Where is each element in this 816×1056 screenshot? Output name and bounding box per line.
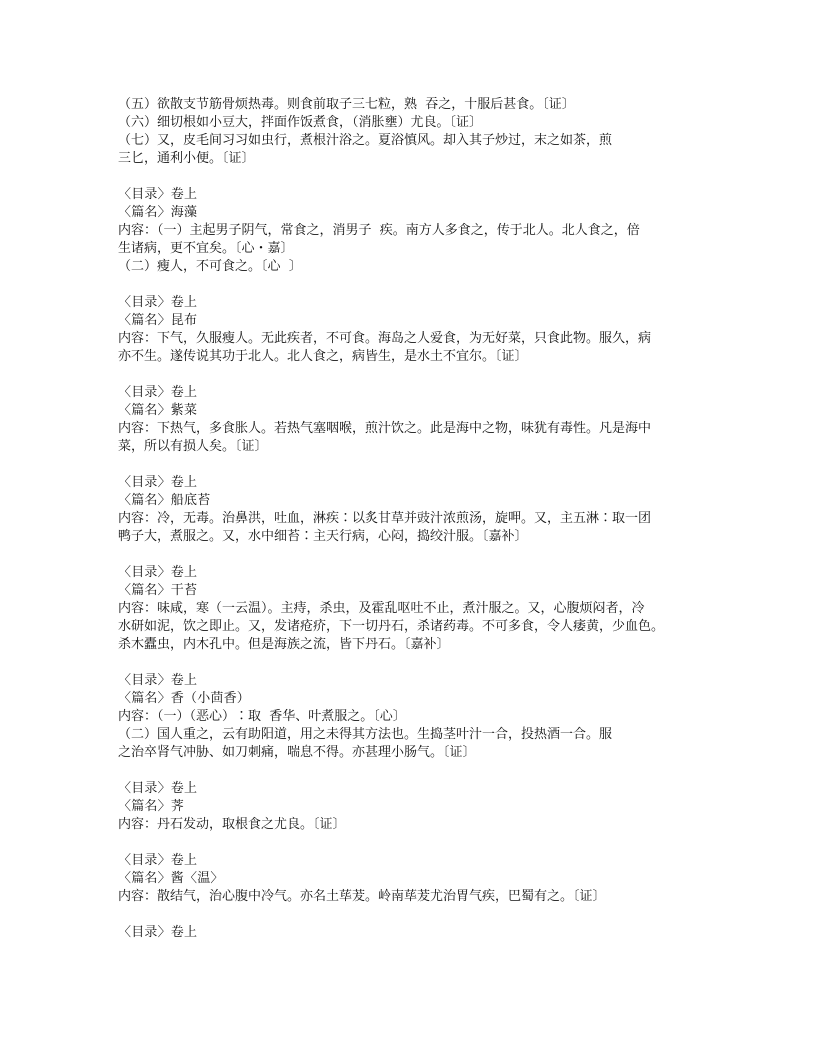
entry-title: 〈篇名〉船底苔 bbox=[118, 493, 211, 508]
catalog-line: 〈目录〉卷上 bbox=[118, 673, 198, 688]
entry-title: 〈篇名〉干苔 bbox=[118, 583, 198, 598]
spacer bbox=[118, 762, 708, 780]
entry-gantai bbox=[118, 564, 708, 654]
spacer bbox=[118, 834, 708, 852]
catalog-line: 〈目录〉卷上 bbox=[118, 565, 198, 580]
spacer bbox=[118, 168, 708, 186]
spacer bbox=[118, 456, 708, 474]
text-line: （七）又，皮毛间习习如虫行，煮根汁浴之。夏浴慎风。却入其子炒过，末之如茶，煎 bbox=[118, 133, 613, 148]
document-page bbox=[118, 96, 708, 942]
content-line: 生诸病，更不宜矣。〔心・嘉〕 bbox=[118, 241, 294, 256]
content-line: 鸭子大，煮服之。又，水中细苔∶主天行病，心闷，捣绞汁服。〔嘉补〕 bbox=[118, 529, 528, 544]
entry-title: 〈篇名〉昆布 bbox=[118, 313, 198, 328]
spacer bbox=[118, 276, 708, 294]
content-line: 内容：（一）（恶心）∶取 香华、叶煮服之。〔心〕 bbox=[118, 709, 406, 724]
content-line: 内容：味咸，寒（一云温）。主痔，杀虫，及霍乱呕吐不止，煮汁服之。又，心腹烦闷者，冷 bbox=[118, 601, 645, 616]
content-line: 亦不生。遂传说其功于北人。北人食之，病皆生，是水土不宜尔。〔证〕 bbox=[118, 349, 528, 364]
content-line: （二）国人重之，云有助阳道，用之未得其方法也。生捣茎叶汁一合，投热酒一合。服 bbox=[118, 727, 613, 742]
entry-xiang bbox=[118, 672, 708, 762]
spacer bbox=[118, 366, 708, 384]
entry-title: 〈篇名〉紫菜 bbox=[118, 403, 198, 418]
content-line: 杀木蠹虫，内木孔中。但是海族之流，皆下丹石。〔嘉补〕 bbox=[118, 637, 450, 652]
catalog-line: 〈目录〉卷上 bbox=[118, 187, 198, 202]
entry-title: 〈篇名〉海藻 bbox=[118, 205, 198, 220]
content-line: 之治卒肾气冲胁、如刀刺痛，喘息不得。亦甚理小肠气。〔证〕 bbox=[118, 745, 476, 760]
entry-ji bbox=[118, 780, 708, 834]
content-line: 内容：丹石发动，取根食之尤良。〔证〕 bbox=[118, 817, 346, 832]
entry-zicai bbox=[118, 384, 708, 456]
content-line: 内容：（一）主起男子阴气，常食之，消男子 疾。南方人多食之，传于北人。北人食之，倍 bbox=[118, 223, 640, 238]
content-line: 内容：下气，久服瘦人。无此疾者，不可食。海岛之人爱食，为无好菜，只食此物。服久，病 bbox=[118, 331, 652, 346]
content-line: 内容：散结气，治心腹中冷气。亦名土荜茇。岭南荜茇尤治胃气疾，巴蜀有之。〔证〕 bbox=[118, 889, 606, 904]
catalog-line: 〈目录〉卷上 bbox=[118, 385, 198, 400]
catalog-line: 〈目录〉卷上 bbox=[118, 295, 198, 310]
content-line: 内容：冷，无毒。治鼻洪，吐血，淋疾∶以炙甘草并豉汁浓煎汤，旋呷。又，主五淋∶取一团 bbox=[118, 511, 652, 526]
entry-kunbu bbox=[118, 294, 708, 366]
spacer bbox=[118, 906, 708, 924]
content-line: 菜，所以有损人矣。〔证〕 bbox=[118, 439, 268, 454]
trailing-catalog-line: 〈目录〉卷上 bbox=[118, 925, 198, 940]
catalog-line: 〈目录〉卷上 bbox=[118, 853, 198, 868]
entry-haizao bbox=[118, 186, 708, 276]
spacer bbox=[118, 654, 708, 672]
entry-jiang bbox=[118, 852, 708, 906]
content-line: 内容：下热气，多食胀人。若热气塞咽喉，煎汁饮之。此是海中之物，味犹有毒性。凡是海中 bbox=[118, 421, 652, 436]
text-line: （五）欲散支节筋骨烦热毒。则食前取子三七粒，熟 吞之，十服后甚食。〔证〕 bbox=[118, 97, 575, 112]
entry-title: 〈篇名〉香（小茴香） bbox=[118, 691, 251, 706]
entry-title: 〈篇名〉酱〈温〉 bbox=[118, 871, 224, 886]
catalog-line: 〈目录〉卷上 bbox=[118, 475, 198, 490]
entry-title: 〈篇名〉荠 bbox=[118, 799, 185, 814]
entry-chuanditai bbox=[118, 474, 708, 546]
intro-block bbox=[118, 96, 708, 168]
content-line: （二）瘦人，不可食之。〔心 〕 bbox=[118, 259, 302, 274]
text-line: 三匕，通利小便。〔证〕 bbox=[118, 151, 255, 166]
content-line: 水研如泥，饮之即止。又，发诸疮疥，下一切丹石，杀诸药毒。不可多食，令人痿黄，少血色。 bbox=[118, 619, 665, 634]
catalog-line: 〈目录〉卷上 bbox=[118, 781, 198, 796]
text-line: （六）细切根如小豆大，拌面作饭煮食，（消胀壅）尤良。〔证〕 bbox=[118, 115, 483, 130]
spacer bbox=[118, 546, 708, 564]
